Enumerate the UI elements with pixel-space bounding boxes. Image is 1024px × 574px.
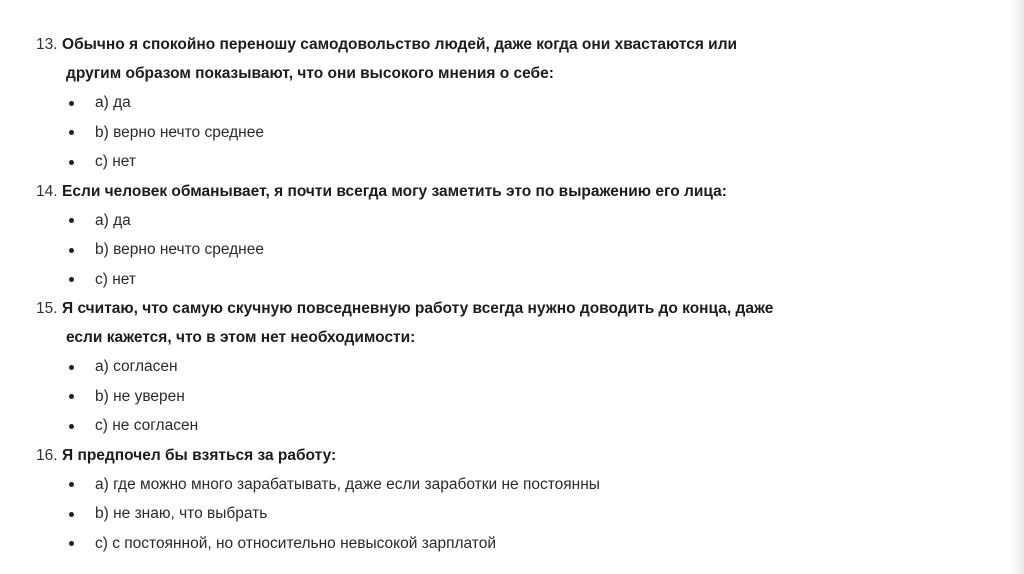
answer-option-c[interactable] — [36, 265, 936, 295]
answer-option-b[interactable] — [36, 382, 936, 412]
answer-option-b[interactable] — [36, 118, 936, 148]
answer-options — [36, 470, 936, 559]
option-label: b) верно нечто среднее — [95, 241, 264, 258]
bullet-icon — [69, 482, 74, 487]
answer-options — [36, 206, 936, 295]
bullet-icon — [69, 424, 74, 429]
bullet-icon — [69, 512, 74, 517]
option-label: c) нет — [95, 270, 136, 288]
answer-option-c[interactable] — [36, 147, 936, 177]
question-13 — [36, 30, 936, 177]
question-title — [36, 177, 936, 206]
question-text: другим образом показывают, что они высокого мнения о себе: — [66, 65, 554, 82]
answer-option-a[interactable] — [36, 88, 936, 118]
option-label: a) да — [95, 211, 131, 229]
option-label: c) не согласен — [95, 417, 199, 434]
bullet-icon — [69, 101, 74, 106]
option-label: a) согласен — [95, 358, 178, 375]
answer-options — [36, 88, 936, 177]
question-text: Я считаю, что самую скучную повседневную работу всегда нужно доводить до конца, даже — [62, 300, 774, 317]
bullet-icon — [69, 248, 74, 253]
bullet-icon — [69, 541, 74, 546]
bullet-icon — [69, 394, 74, 399]
question-text-continuation — [36, 59, 936, 88]
question-14 — [36, 177, 936, 295]
question-title — [36, 294, 936, 323]
bullet-icon — [69, 277, 74, 282]
question-15 — [36, 294, 936, 441]
question-text: Если человек обманывает, я почти всегда могу заметить это по выражению его лица: — [62, 182, 727, 200]
question-title — [36, 30, 936, 59]
bullet-icon — [69, 160, 74, 165]
option-label: c) с постоянной, но относительно невысокой зарплатой — [95, 534, 496, 552]
answer-option-a[interactable] — [36, 352, 936, 382]
question-text-continuation — [36, 323, 936, 352]
option-label: a) где можно много зарабатывать, даже если заработки не постоянны — [95, 475, 600, 493]
option-label: c) нет — [95, 153, 136, 170]
option-label: b) верно нечто среднее — [95, 123, 264, 141]
question-16 — [36, 441, 936, 559]
answer-option-a[interactable] — [36, 470, 936, 500]
question-text: Я предпочел бы взяться за работу: — [62, 446, 337, 464]
answer-option-c[interactable] — [36, 411, 936, 441]
page-edge-shadow — [1010, 0, 1024, 574]
option-label: b) не уверен — [95, 387, 185, 405]
question-number: 13. — [36, 36, 58, 53]
answer-option-c[interactable] — [36, 529, 936, 559]
answer-option-b[interactable] — [36, 235, 936, 265]
question-number: 14. — [36, 182, 58, 200]
answer-option-a[interactable] — [36, 206, 936, 236]
questionnaire — [36, 30, 936, 558]
bullet-icon — [69, 365, 74, 370]
question-title — [36, 441, 936, 470]
question-number: 16. — [36, 446, 58, 464]
bullet-icon — [69, 130, 74, 135]
question-text: Обычно я спокойно переношу самодовольство людей, даже когда они хвастаются или — [62, 36, 738, 53]
option-label: a) да — [95, 94, 131, 111]
option-label: b) не знаю, что выбрать — [95, 505, 268, 522]
question-text: если кажется, что в этом нет необходимости: — [66, 329, 416, 346]
bullet-icon — [69, 218, 74, 223]
answer-option-b[interactable] — [36, 499, 936, 529]
question-number: 15. — [36, 300, 58, 317]
answer-options — [36, 352, 936, 441]
